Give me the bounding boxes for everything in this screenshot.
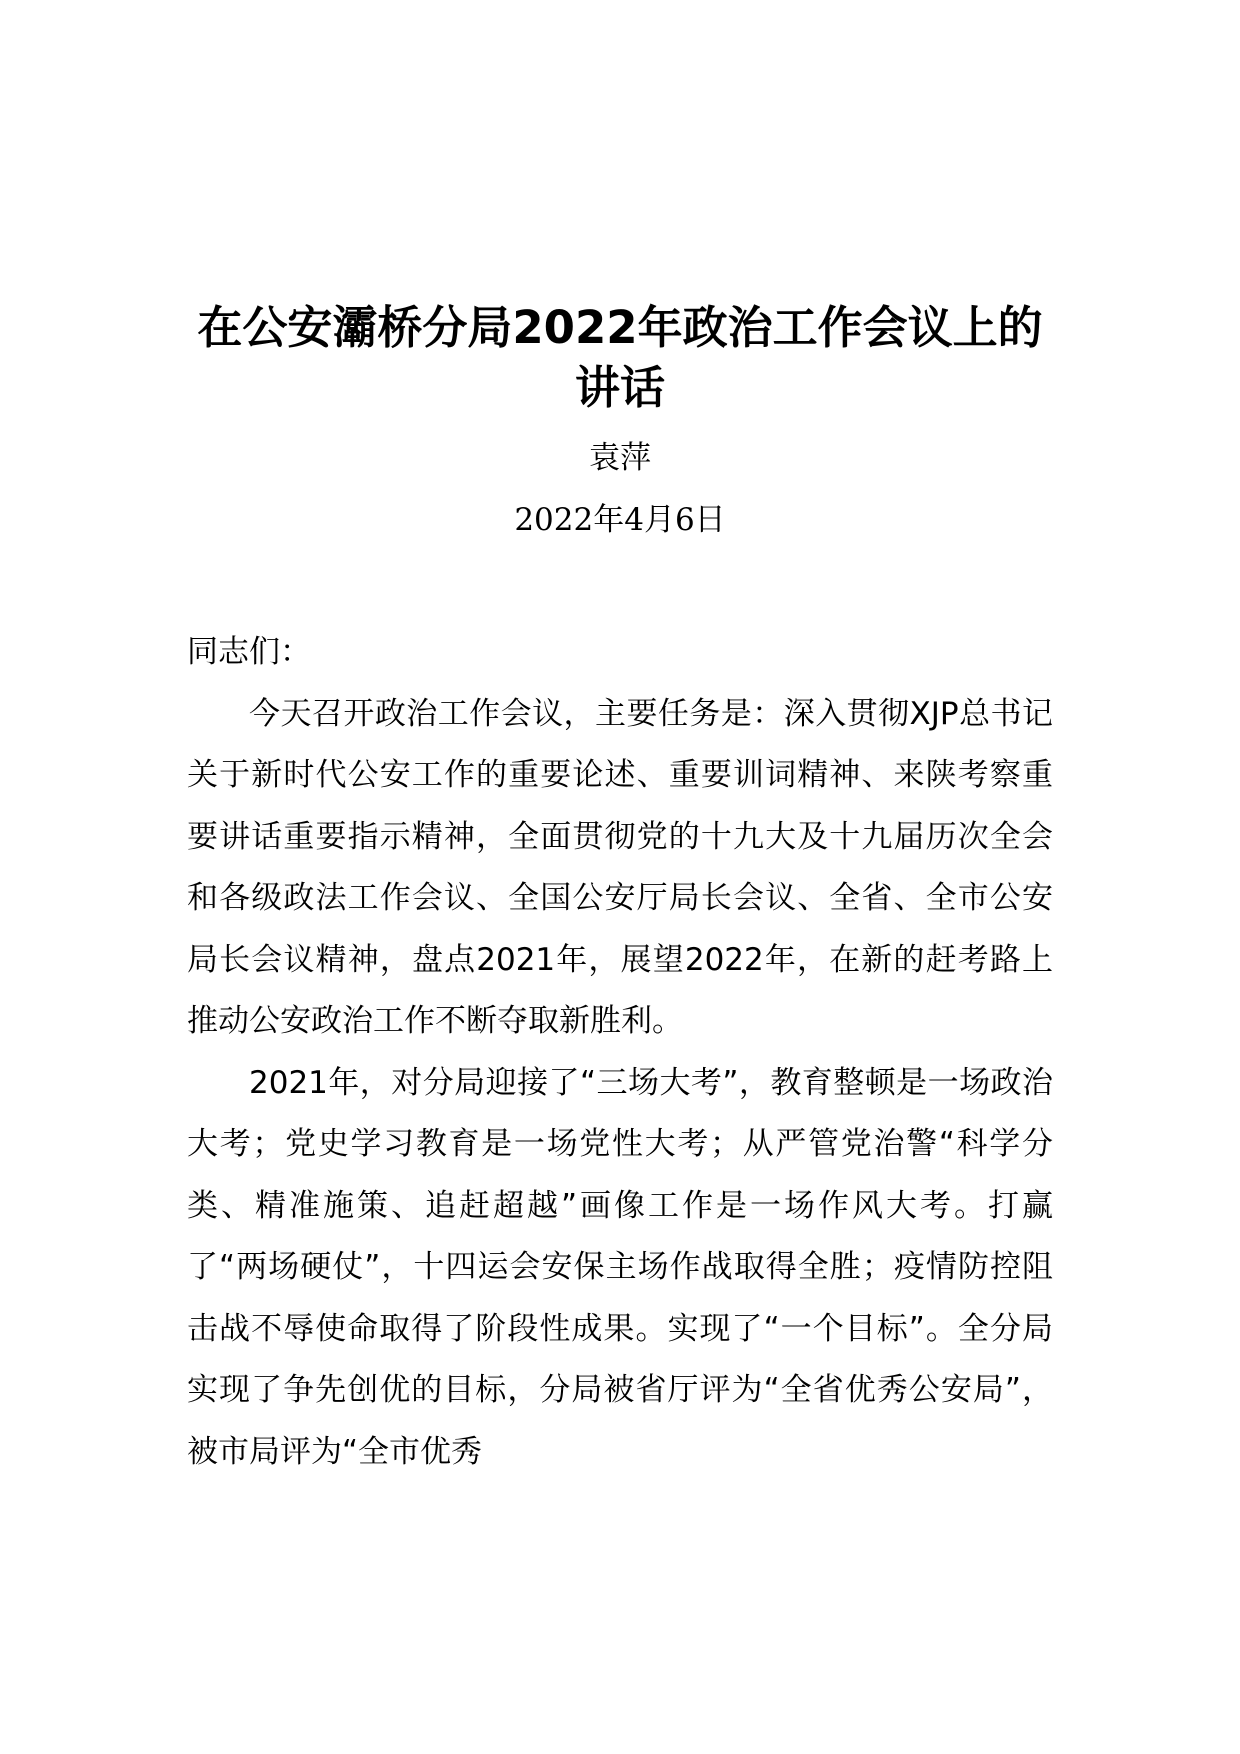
paragraph-2: 2021年，对分局迎接了“三场大考”，教育整顿是一场政治大考；党史学习教育是一场党性大考；从严管党治警“科学分类、精准施策、追赶超越”画像工作是一场作风大考。打赢了“两场硬仗”，十四运会安保主场作战取得全胜；疫情防控阻击战不辱使命取得了阶段性成果。实现了“一个目标”。全分局实现了争先创优的目标，分局被省厅评为“全省优秀公安局”，被市局评为“全市优秀 <box>187 1064 1053 1470</box>
document-body <box>187 622 1053 1483</box>
document-date: 2022年4月6日 <box>514 502 726 538</box>
salutation: 同志们： <box>187 634 311 670</box>
document-title: 在公安灞桥分局2022年政治工作会议上的讲话 <box>197 301 1043 414</box>
document-author: 袁萍 <box>589 440 651 476</box>
paragraph-1: 今天召开政治工作会议，主要任务是：深入贯彻XJP总书记关于新时代公安工作的重要论述、重要训词精神、来陕考察重要讲话重要指示精神，全面贯彻党的十九大及十九届历次全会和各级政法工作会议、全国公安厅局长会议、全省、全市公安局长会议精神，盘点2021年，展望2022年，在新的赶考路上推动公安政治工作不断夺取新胜利。 <box>187 695 1053 1039</box>
